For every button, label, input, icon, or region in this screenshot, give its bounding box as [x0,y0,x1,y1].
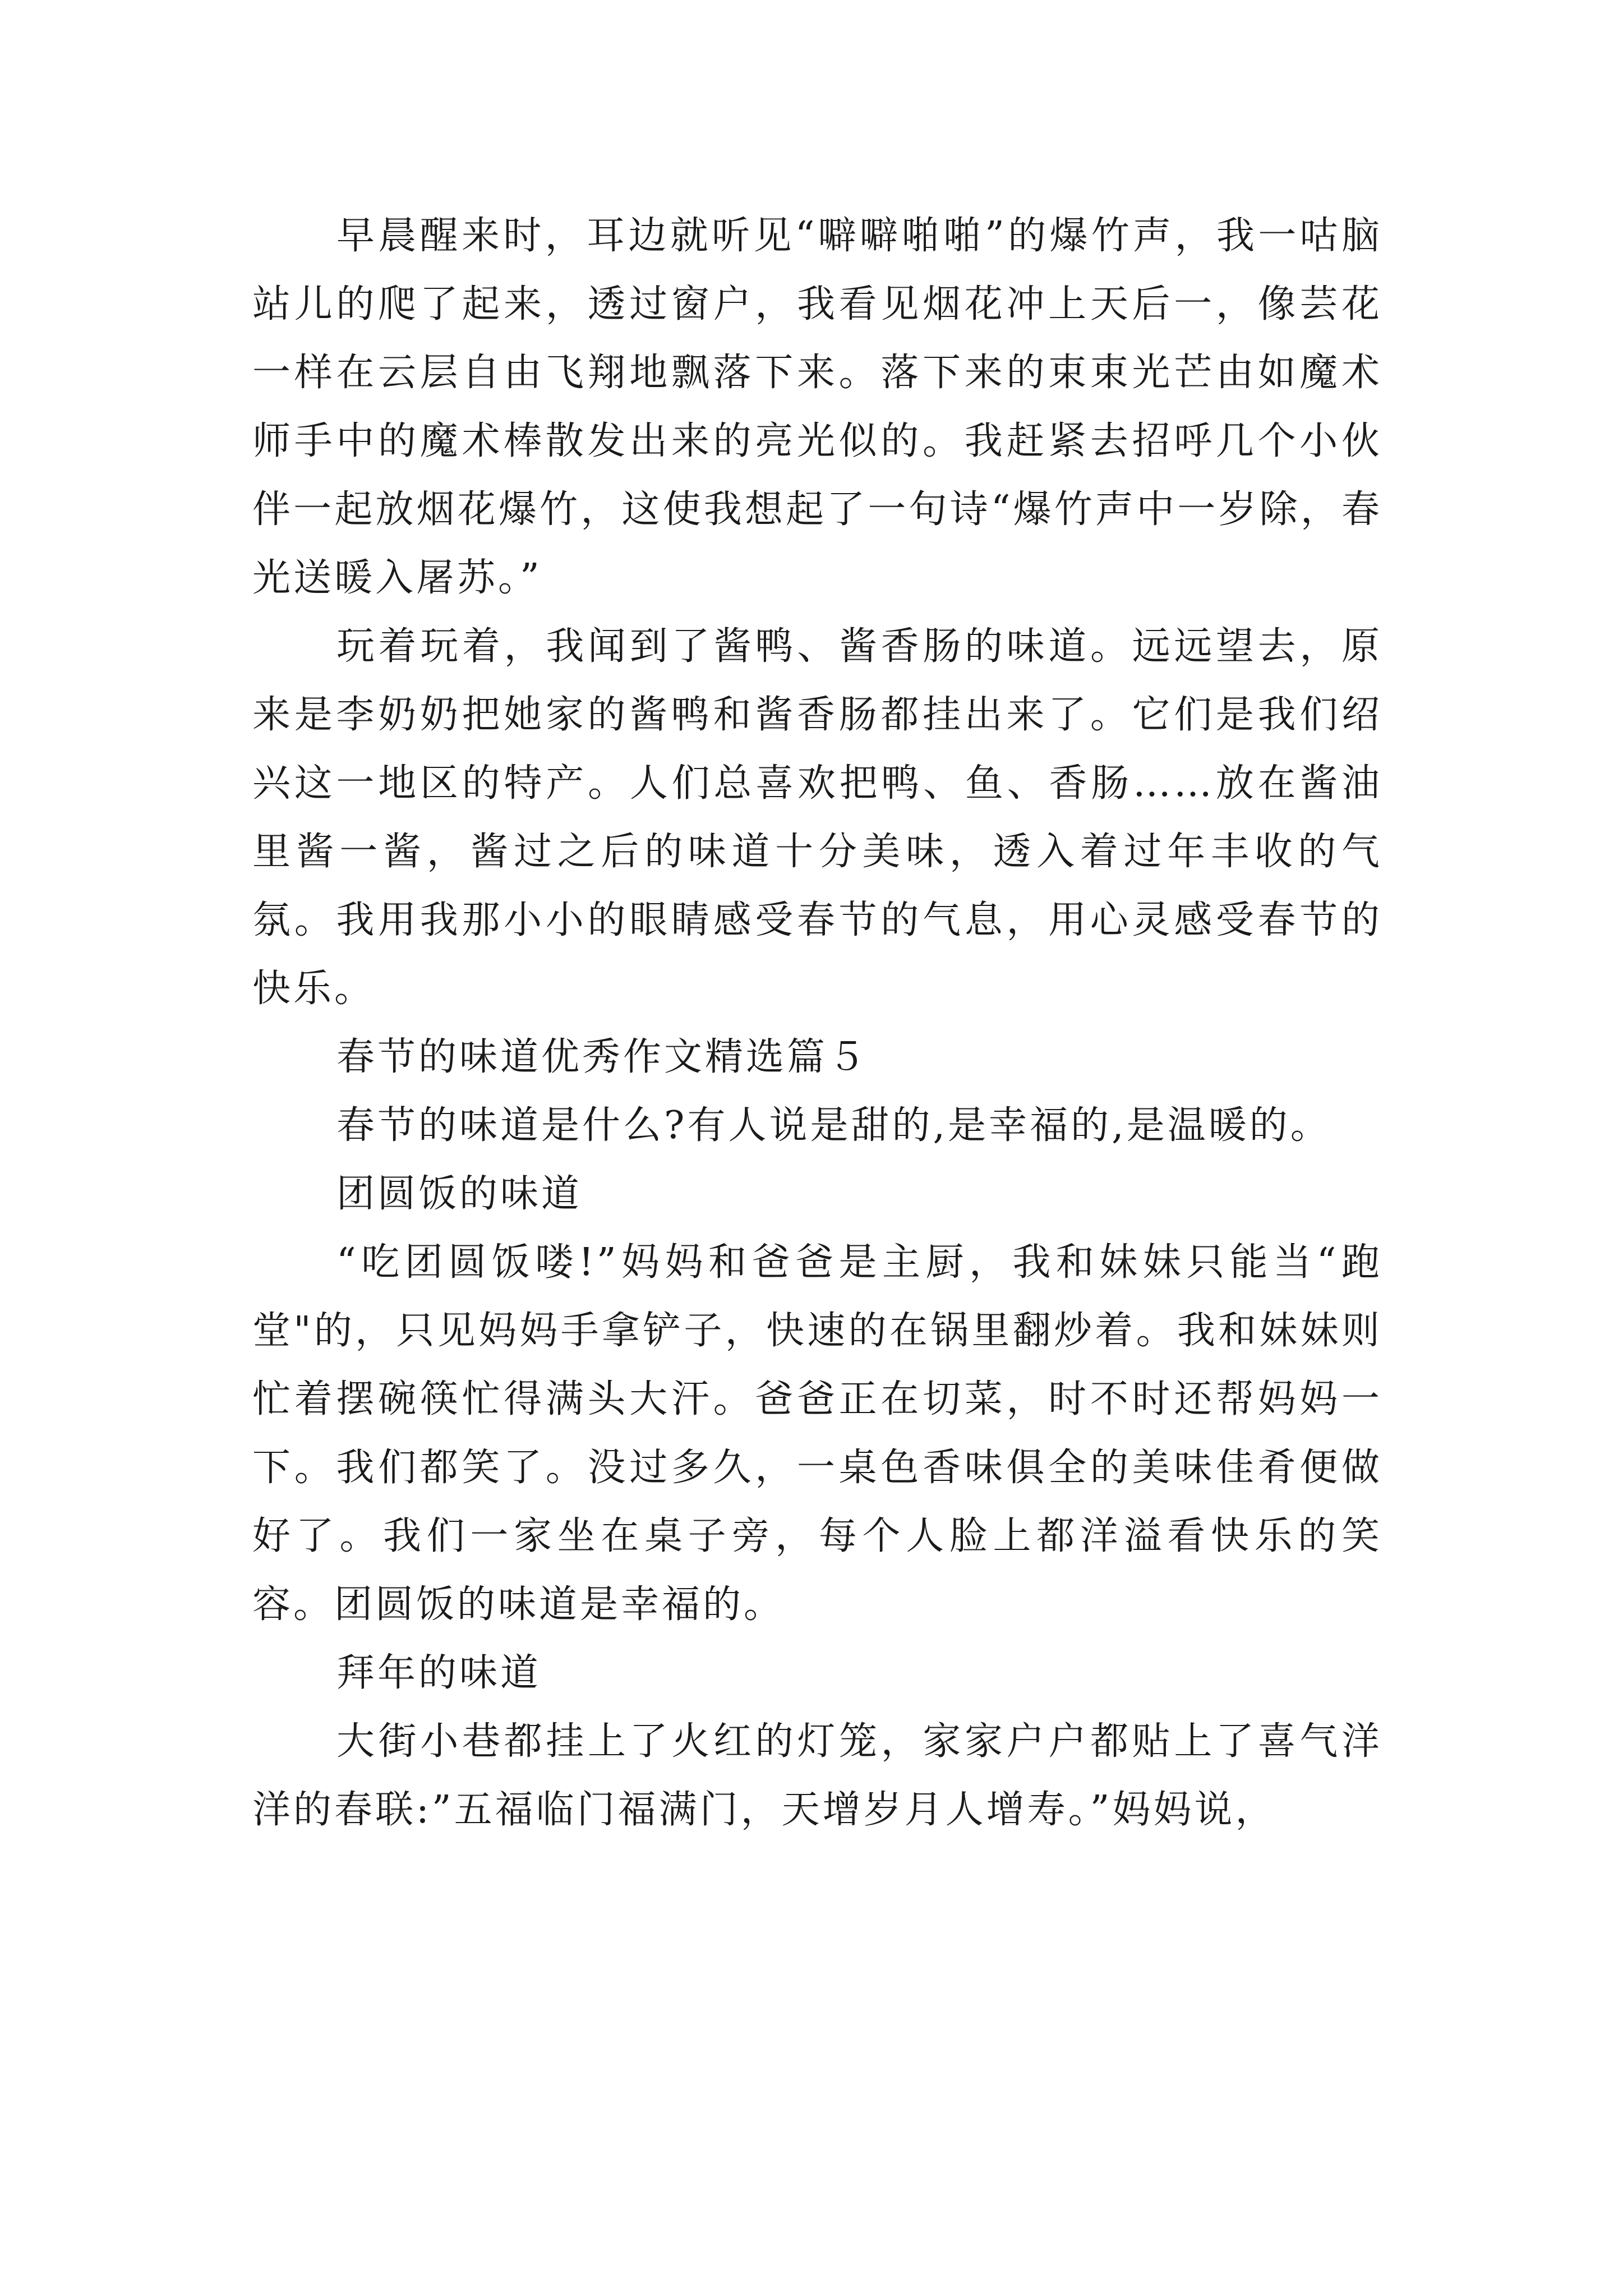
paragraph-reunion-dinner: “吃团圆饭喽!”妈妈和爸爸是主厨，我和妹妹只能当“跑堂"的，只见妈妈手拿铲子，快速的在锅里翻炒着。我和妹妹则忙着摆碗筷忙得满头大汗。爸爸正在切菜，时不时还帮妈妈一下。我们都笑了。没过多久，一桌色香味俱全的美味佳肴便做好了。我们一家坐在桌子旁，每个人脸上都洋溢看快乐的笑容。团圆饭的味道是幸福的。 [252,1240,1382,1627]
paragraph-new-year-visit: 大街小巷都挂上了火红的灯笼，家家户户都贴上了喜气洋洋的春联:”五福临门福满门，天增岁月人增寿。”妈妈说， [252,1719,1382,1832]
section-heading-reunion-dinner: 团圆饭的味道 [336,1172,583,1216]
section-heading-new-year-visit: 拜年的味道 [336,1651,542,1695]
document-body [252,202,1382,1844]
paragraph-sauce-duck: 玩着玩着，我闻到了酱鸭、酱香肠的味道。远远望去，原来是李奶奶把她家的酱鸭和酱香肠都挂出来了。它们是我们绍兴这一地区的特产。人们总喜欢把鸭、鱼、香肠……放在酱油里酱一酱，酱过之后的味道十分美味，透入着过年丰收的气氛。我用我那小小的眼睛感受春节的气息，用心灵感受春节的快乐。 [252,624,1382,1011]
paragraph-intro: 春节的味道是什么?有人说是甜的,是幸福的,是温暖的。 [336,1103,1331,1148]
paragraph-fireworks: 早晨醒来时，耳边就听见“噼噼啪啪”的爆竹声，我一咕脑站儿的爬了起来，透过窗户，我看见烟花冲上天后一，像芸花一样在云层自由飞翔地飘落下来。落下来的束束光芒由如魔术师手中的魔术棒散发出来的亮光似的。我赶紧去招呼几个小伙伴一起放烟花爆竹，这使我想起了一句诗“爆竹声中一岁除，春光送暖入屠苏。” [252,214,1382,600]
essay-title: 春节的味道优秀作文精选篇５ [336,1035,869,1079]
